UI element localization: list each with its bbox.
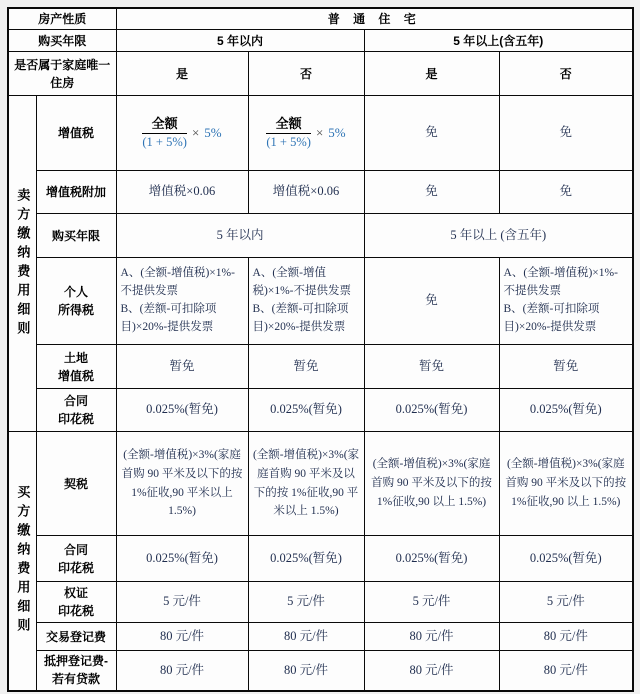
row-warrant-stamp [8,582,633,623]
seller-contract-stamp-label [36,389,116,432]
warrant-stamp-label-line2: 印花税 [58,604,95,618]
row-property-type [8,8,633,30]
fraction-numerator: 全额 [142,116,187,134]
fraction [266,116,311,150]
warrant-stamp-label [36,582,116,623]
row-vat [8,96,633,171]
income-tax-item-a: A、(全额-增值税)×1%-不提供发票 [120,267,235,298]
transaction-fee-value-3: 80 元/件 [364,623,499,651]
mortgage-fee-label-line1: 抵押登记费- [44,654,108,669]
buyer-contract-stamp-value-3: 0.025%(暂免) [364,536,499,582]
buyer-section-cell [8,432,36,691]
seller-section-title: 卖方缴纳费用细则 [15,187,31,340]
purchase-years-mid-label: 购买年限 [36,214,116,258]
unique-home-no-1: 否 [248,52,364,96]
unique-home-yes-2: 是 [364,52,499,96]
unique-home-yes-1: 是 [116,52,248,96]
mortgage-fee-value-3: 80 元/件 [364,651,499,691]
land-vat-label [36,345,116,389]
income-tax-item-a: A、(全额-增值税)×1%-不提供发票 [252,267,351,298]
vat-surcharge-value-2: 增值税×0.06 [248,171,364,214]
warrant-stamp-value-1: 5 元/件 [116,582,248,623]
deed-tax-value-3: (全额-增值税)×3%(家庭首购 90 平米及以下的按 1%征收,90 以上 1.5%) [364,432,499,536]
row-mortgage-fee [8,651,633,691]
warrant-stamp-label-line1: 权证 [64,586,89,600]
warrant-stamp-value-3: 5 元/件 [364,582,499,623]
income-tax-detail-1 [116,258,248,345]
seller-contract-stamp-label-line2: 印花税 [58,412,95,426]
transaction-fee-label: 交易登记费 [36,623,116,651]
fraction-numerator: 全额 [266,116,311,134]
buyer-contract-stamp-label [36,536,116,582]
land-vat-value-1: 暂免 [116,345,248,389]
income-tax-detail-2 [248,258,364,345]
income-tax-label-line1: 个人 [64,285,89,299]
property-type-label: 房产性质 [8,8,116,30]
income-tax-item-b: B、(差额-可扣除项目)×20%-提供发票 [252,303,349,333]
vat-formula-cell-1 [116,96,248,171]
seller-contract-stamp-value-1: 0.025%(暂免) [116,389,248,432]
purchase-years-over5: 5 年以上(含五年) [364,30,633,52]
row-purchase-years-header [8,30,633,52]
vat-free-2: 免 [499,96,633,171]
income-tax-item-b: B、(差额-可扣除项目)×20%-提供发票 [503,303,600,333]
deed-tax-value-1: (全额-增值税)×3%(家庭首购 90 平米及以下的按 1%征收,90 平米以上 1.5%) [116,432,248,536]
fraction-denominator: (1 + 5%) [266,134,311,149]
property-type-value: 普 通 住 宅 [116,8,633,30]
land-vat-label-line1: 土地 [64,350,89,365]
transaction-fee-value-1: 80 元/件 [116,623,248,651]
vat-surcharge-value-1: 增值税×0.06 [116,171,248,214]
income-tax-label-line2: 所得税 [58,303,95,317]
buyer-contract-stamp-value-1: 0.025%(暂免) [116,536,248,582]
transaction-fee-value-2: 80 元/件 [248,623,364,651]
income-tax-item-b: B、(差额-可扣除项目)×20%-提供发票 [120,303,217,333]
purchase-years-mid-within5: 5 年以内 [116,214,364,258]
vat-surcharge-label: 增值税附加 [36,171,116,214]
vat-formula-1 [119,116,246,150]
fraction [142,116,187,150]
mortgage-fee-value-4: 80 元/件 [499,651,633,691]
vat-formula-cell-2 [248,96,364,171]
row-income-tax [8,258,633,345]
income-tax-free: 免 [364,258,499,345]
seller-section-cell [8,96,36,432]
vat-label: 增值税 [36,96,116,171]
land-vat-value-4: 暂免 [499,345,633,389]
seller-contract-stamp-value-4: 0.025%(暂免) [499,389,633,432]
deed-tax-label: 契税 [36,432,116,536]
buyer-contract-stamp-label-line2: 印花税 [58,560,95,575]
row-unique-home [8,52,633,96]
deed-tax-value-2: (全额-增值税)×3%(家庭首购 90 平米及以下的按 1%征收,90 平米以上 1.5%) [248,432,364,536]
fraction-denominator: (1 + 5%) [142,134,187,149]
land-vat-value-2: 暂免 [248,345,364,389]
mortgage-fee-label-line2: 若有贷款 [52,672,101,687]
mortgage-fee-label [36,651,116,691]
row-vat-surcharge [8,171,633,214]
transaction-fee-value-4: 80 元/件 [499,623,633,651]
mortgage-fee-value-2: 80 元/件 [248,651,364,691]
multiply-rate: 5% [204,125,222,140]
seller-contract-stamp-label-line1: 合同 [64,394,89,408]
warrant-stamp-value-2: 5 元/件 [248,582,364,623]
unique-home-label-line1: 是否属于家庭唯一 [14,57,111,72]
buyer-section-title: 买方缴纳费用细则 [15,484,31,637]
vat-surcharge-free-1: 免 [364,171,499,214]
deed-tax-value-4: (全额-增值税)×3%(家庭首购 90 平米及以下的按 1%征收,90 以上 1.5%) [499,432,633,536]
vat-free-1: 免 [364,96,499,171]
vat-surcharge-free-2: 免 [499,171,633,214]
mortgage-fee-value-1: 80 元/件 [116,651,248,691]
land-vat-value-3: 暂免 [364,345,499,389]
row-purchase-years-mid [8,214,633,258]
vat-formula-2 [251,116,362,150]
buyer-contract-stamp-value-4: 0.025%(暂免) [499,536,633,582]
multiply-sign: × [191,125,200,140]
row-buyer-contract-stamp [8,536,633,582]
unique-home-label-line2: 住房 [50,75,75,90]
multiply-sign: × [315,125,324,140]
row-deed-tax [8,432,633,536]
row-transaction-fee [8,623,633,651]
income-tax-detail-3 [499,258,633,345]
property-tax-table [7,7,634,692]
land-vat-label-line2: 增值税 [58,368,95,383]
unique-home-label [8,52,116,96]
purchase-years-mid-over5: 5 年以上 (含五年) [364,214,633,258]
income-tax-label [36,258,116,345]
unique-home-no-2: 否 [499,52,633,96]
income-tax-item-a: A、(全额-增值税)×1%-不提供发票 [503,267,618,298]
row-land-vat [8,345,633,389]
warrant-stamp-value-4: 5 元/件 [499,582,633,623]
seller-contract-stamp-value-2: 0.025%(暂免) [248,389,364,432]
multiply-rate: 5% [328,125,346,140]
row-seller-contract-stamp [8,389,633,432]
seller-contract-stamp-value-3: 0.025%(暂免) [364,389,499,432]
buyer-contract-stamp-label-line1: 合同 [64,542,89,557]
purchase-years-label: 购买年限 [8,30,116,52]
buyer-contract-stamp-value-2: 0.025%(暂免) [248,536,364,582]
purchase-years-within5: 5 年以内 [116,30,364,52]
